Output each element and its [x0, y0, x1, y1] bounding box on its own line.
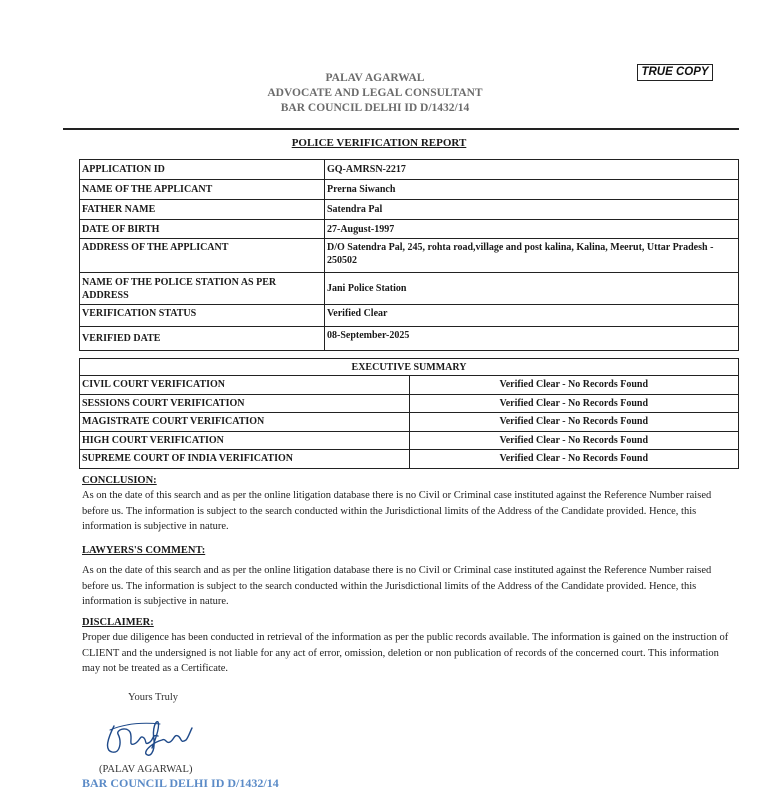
summary-label: SESSIONS COURT VERIFICATION [80, 394, 410, 413]
detail-value: Satendra Pal [325, 200, 739, 220]
table-row [80, 450, 739, 469]
detail-value: 08-September-2025 [325, 327, 739, 351]
summary-value: Verified Clear - No Records Found [409, 394, 739, 413]
header-divider [63, 128, 739, 130]
detail-label: ADDRESS OF THE APPLICANT [80, 239, 325, 273]
summary-value: Verified Clear - No Records Found [409, 431, 739, 450]
table-row [80, 160, 739, 180]
letterhead [200, 71, 550, 116]
disclaimer-title: DISCLAIMER: [82, 617, 154, 628]
table-row [80, 200, 739, 220]
executive-summary-table [79, 358, 739, 469]
report-title: POLICE VERIFICATION REPORT [291, 137, 467, 149]
detail-value: D/O Satendra Pal, 245, rohta road,village and post kalina, Kalina, Meerut, Uttar Pradesh - 250502 [325, 239, 739, 273]
lawyer-bar-id: BAR COUNCIL DELHI ID D/1432/14 [280, 102, 470, 114]
lawyer-name: PALAV AGARWAL [325, 72, 425, 84]
detail-value: Verified Clear [325, 305, 739, 327]
detail-label: NAME OF THE POLICE STATION AS PER ADDRESS [80, 273, 325, 305]
lawyers-comment-text: As on the date of this search and as per the online litigation database there is no Civil or Criminal case instituted against the Reference Number raised before us. The information is subject to the search conducted within the Jurisdictional limits of the Address of the Candidate provided. Hence, this information is subjective in nature. [82, 565, 712, 607]
table-row [80, 273, 739, 305]
lawyer-role: ADVOCATE AND LEGAL CONSULTANT [267, 87, 483, 99]
table-row [80, 413, 739, 432]
summary-value: Verified Clear - No Records Found [409, 376, 739, 395]
detail-label: VERIFICATION STATUS [80, 305, 325, 327]
detail-label: FATHER NAME [80, 200, 325, 220]
table-row [80, 394, 739, 413]
table-row [80, 431, 739, 450]
details-table [79, 159, 739, 351]
summary-label: MAGISTRATE COURT VERIFICATION [80, 413, 410, 432]
conclusion-title: CONCLUSION: [82, 475, 157, 486]
summary-value: Verified Clear - No Records Found [409, 450, 739, 469]
lawyers-comment-title: LAWYERS'S COMMENT: [82, 545, 206, 556]
detail-label: DATE OF BIRTH [80, 220, 325, 239]
footer-bar-council-id: BAR COUNCIL DELHI ID D/1432/14 [82, 776, 279, 790]
detail-value: 27-August-1997 [325, 220, 739, 239]
detail-value: Jani Police Station [325, 273, 739, 305]
detail-value: Prerna Siwanch [325, 180, 739, 200]
true-copy-stamp: TRUE COPY [637, 64, 713, 81]
signatory-name: (PALAV AGARWAL) [99, 764, 193, 775]
table-row [80, 220, 739, 239]
table-row [80, 305, 739, 327]
table-header-row [80, 359, 739, 376]
table-row [80, 327, 739, 351]
disclaimer-text: Proper due diligence has been conducted in retrieval of the information as per the public records available. The information is gained on the instruction of CLIENT and the undersigned is not liable for any act of error, omission, deletion or non publication of records of the concerned court. This information may not be treated as a Certificate. [82, 632, 729, 674]
summary-label: HIGH COURT VERIFICATION [80, 431, 410, 450]
summary-value: Verified Clear - No Records Found [409, 413, 739, 432]
summary-label: CIVIL COURT VERIFICATION [80, 376, 410, 395]
conclusion-text: As on the date of this search and as per the online litigation database there is no Civil or Criminal case instituted against the Reference Number raised before us. The information is subject to the search conducted within the Jurisdictional limits of the Address of the Candidate provided. Hence, this information is subjective in nature. [82, 490, 712, 532]
table-row [80, 239, 739, 273]
table-row [80, 376, 739, 395]
detail-label: VERIFIED DATE [80, 327, 325, 351]
signature-image [100, 712, 200, 762]
summary-heading: EXECUTIVE SUMMARY [80, 359, 739, 376]
closing-salutation: Yours Truly [128, 692, 179, 703]
detail-label: APPLICATION ID [80, 160, 325, 180]
detail-value: GQ-AMRSN-2217 [325, 160, 739, 180]
table-row [80, 180, 739, 200]
summary-label: SUPREME COURT OF INDIA VERIFICATION [80, 450, 410, 469]
detail-label: NAME OF THE APPLICANT [80, 180, 325, 200]
